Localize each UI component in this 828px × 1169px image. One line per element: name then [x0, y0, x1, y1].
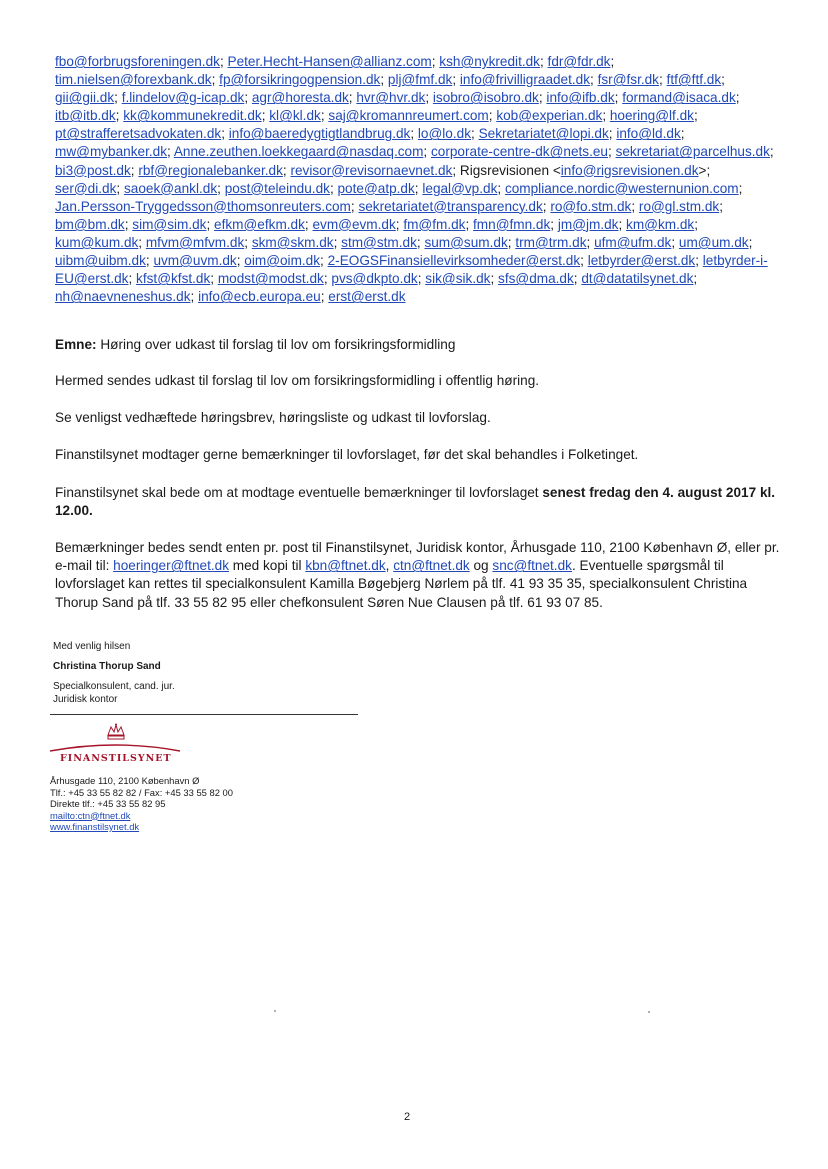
- recipient-email-link[interactable]: efkm@efkm.dk: [214, 216, 305, 232]
- submission-text: ,: [385, 558, 394, 574]
- recipient-separator: ;: [115, 108, 124, 124]
- recipient-separator: ;: [217, 180, 225, 196]
- recipient-separator: ;: [329, 180, 338, 196]
- recipient-separator: ;: [658, 72, 667, 88]
- recipient-separator: ;: [210, 271, 218, 287]
- recipient-email-link[interactable]: Jan.Persson-Tryggedsson@thomsonreuters.com: [55, 198, 351, 214]
- recipient-separator: ;: [550, 216, 558, 232]
- recipient-email-link[interactable]: saoek@ankl.dk: [123, 180, 218, 196]
- signature-divider: [50, 714, 358, 715]
- recipient-email-link[interactable]: kum@kum.dk: [55, 234, 139, 250]
- recipient-email-link[interactable]: formand@isaca.dk: [622, 90, 736, 106]
- recipient-email-link[interactable]: Anne.zeuthen.loekkegaard@nasdaq.com: [173, 144, 424, 160]
- recipient-separator: ;: [539, 54, 548, 69]
- recipient-separator: ;: [507, 234, 516, 250]
- recipient-separator: ;: [114, 90, 122, 106]
- signature-title: Specialkonsulent, cand. jur.: [53, 681, 175, 692]
- recipient-separator: ;: [416, 234, 425, 250]
- recipient-separator: ;: [380, 72, 388, 88]
- recipient-separator: ;: [573, 271, 582, 287]
- recipient-email-link[interactable]: uibm@uibm.dk: [55, 253, 146, 269]
- recipient-separator: ;: [167, 144, 174, 160]
- recipient-separator: ;: [221, 126, 229, 142]
- recipient-separator: ;: [414, 180, 423, 196]
- recipient-separator: ;: [488, 108, 497, 124]
- recipient-separator: ;: [333, 234, 342, 250]
- recipient-email-link[interactable]: ro@fo.stm.dk: [550, 198, 632, 214]
- recipient-email-link[interactable]: saj@kromannreumert.com: [328, 108, 489, 124]
- recipient-separator: ;: [693, 271, 698, 287]
- recipient-separator: ;: [323, 271, 332, 287]
- recipient-separator: ;: [608, 144, 616, 160]
- recipient-separator: ;: [138, 234, 146, 250]
- recipient-separator: ;: [590, 72, 598, 88]
- signature-greeting: Med venlig hilsen: [53, 641, 131, 652]
- recipient-email-link[interactable]: sim@sim.dk: [132, 216, 207, 232]
- subject-label: Emne:: [55, 337, 97, 352]
- recipient-email-link[interactable]: post@teleindu.dk: [224, 180, 330, 196]
- recipient-separator: ;: [236, 253, 245, 269]
- recipient-email-link[interactable]: fsr@fsr.dk: [597, 72, 659, 88]
- recipient-email-link[interactable]: nh@naevneneshus.dk: [55, 289, 191, 305]
- recipient-separator: ;: [586, 234, 595, 250]
- recipient-email-link[interactable]: stm@stm.dk: [341, 234, 417, 250]
- recipient-separator: ;: [410, 126, 418, 142]
- recipient-separator: ;: [320, 253, 328, 269]
- recipient-email-link[interactable]: erst@erst.dk: [328, 289, 406, 305]
- recipient-email-link[interactable]: sik@sik.dk: [425, 271, 491, 287]
- recipient-email-link[interactable]: info@ecb.europa.eu: [198, 289, 321, 305]
- submission-text: . Eventuelle spørgsmål til lovforslaget kan rettes til specialkonsulent Kamilla Bøgebjerg Nørlem på tlf. 41 93 35 35, specialkonsulent Christina Thorup Sand på tlf. 33 55 82 95 eller chefkonsulent Søren Nue Clausen på tlf. 61 93 07 85.: [55, 558, 748, 610]
- recipient-separator: ;: [693, 108, 698, 124]
- recipient-email-link[interactable]: Sekretariatet@lopi.dk: [478, 126, 609, 142]
- recipient-separator: ;: [244, 234, 252, 250]
- recipient-email-link[interactable]: itb@itb.dk: [55, 108, 116, 124]
- recipient-separator: ;: [190, 289, 199, 305]
- recipient-email-link[interactable]: pt@strafferetsadvokaten.dk: [55, 126, 222, 142]
- signature-name: Christina Thorup Sand: [53, 661, 161, 672]
- recipient-email-link[interactable]: compliance.nordic@westernunion.com: [504, 180, 739, 196]
- deadline-intro: Finanstilsynet skal bede om at modtage eventuelle bemærkninger til lovforslaget: [55, 484, 543, 500]
- body-paragraph: Se venligst vedhæftede høringsbrev, høringsliste og udkast til lovforslag.: [55, 410, 491, 426]
- recipient-email-link[interactable]: um@um.dk: [678, 234, 749, 250]
- submission-text: og: [469, 558, 493, 574]
- recipient-email-link[interactable]: 2-EOGSFinansiellevirksomheder@erst.dk: [327, 253, 581, 269]
- recipient-email-link[interactable]: ksh@nykredit.dk: [439, 54, 540, 69]
- recipient-email-link[interactable]: fp@forsikringogpension.dk: [219, 72, 381, 88]
- recipient-email-link[interactable]: f.lindelov@g-icap.dk: [121, 90, 245, 106]
- recipient-email-link[interactable]: tim.nielsen@forexbank.dk: [55, 72, 212, 88]
- recipient-email-link[interactable]: skm@skm.dk: [251, 234, 334, 250]
- recipient-separator: ;: [542, 198, 551, 214]
- recipient-email-link[interactable]: pvs@dkpto.dk: [331, 271, 418, 287]
- recipient-separator: ;: [452, 72, 460, 88]
- recipient-email-link[interactable]: fm@fm.dk: [403, 216, 466, 232]
- subject-text: Høring over udkast til forslag til lov om forsikringsformidling: [96, 337, 456, 352]
- recipient-email-link[interactable]: sum@sum.dk: [424, 234, 508, 250]
- recipient-separator: ;: [282, 162, 291, 178]
- recipient-email-link[interactable]: fbo@forbrugsforeningen.dk: [55, 54, 220, 69]
- crown-icon: [108, 724, 124, 740]
- recipient-separator: ; Rigsrevisionen <: [452, 162, 561, 178]
- recipient-email-link[interactable]: uvm@uvm.dk: [153, 253, 237, 269]
- recipient-email-link[interactable]: gii@gii.dk: [55, 90, 115, 106]
- recipient-separator: ;: [128, 271, 137, 287]
- recipient-email-link[interactable]: oim@oim.dk: [244, 253, 321, 269]
- recipient-separator: ;: [769, 144, 774, 160]
- recipient-email-link[interactable]: mfvm@mfvm.dk: [145, 234, 245, 250]
- contact-mailto-link[interactable]: mailto:ctn@ftnet.dk: [50, 809, 131, 821]
- contact-block: [50, 775, 370, 833]
- recipient-separator: ;: [497, 180, 505, 196]
- recipient-email-link[interactable]: info@ifb.dk: [546, 90, 615, 106]
- recipient-email-link[interactable]: pote@atp.dk: [337, 180, 415, 196]
- recipient-separator: ;: [719, 198, 723, 214]
- recipient-separator: ;: [721, 72, 725, 88]
- recipient-email-link[interactable]: bi3@post.dk: [55, 162, 131, 178]
- recipient-separator: ;: [465, 216, 474, 232]
- recipient-separator: ;: [116, 180, 124, 196]
- recipient-separator: ;: [211, 72, 220, 88]
- recipient-email-link[interactable]: Peter.Hecht-Hansen@allianz.com: [227, 54, 432, 69]
- recipient-separator: ;: [425, 90, 433, 106]
- recipient-email-link[interactable]: ser@di.dk: [55, 180, 117, 196]
- body-paragraph: Finanstilsynet modtager gerne bemærkninger til lovforslaget, før det skal behandles i Folketinget.: [55, 447, 639, 463]
- recipient-list: [55, 53, 775, 306]
- recipient-email-link[interactable]: evm@evm.dk: [312, 216, 396, 232]
- recipient-email-link[interactable]: revisor@revisornaevnet.dk: [290, 162, 453, 178]
- recipient-email-link[interactable]: dt@datatilsynet.dk: [581, 271, 694, 287]
- recipient-email-link[interactable]: fdr@fdr.dk: [547, 54, 611, 69]
- recipient-email-link[interactable]: hoering@lf.dk: [609, 108, 694, 124]
- recipient-separator: ;: [124, 216, 133, 232]
- recipient-separator: ;: [304, 216, 313, 232]
- signature-block: [53, 640, 373, 706]
- recipient-separator: ;: [671, 234, 679, 250]
- email-subject: [55, 336, 775, 354]
- recipient-separator: ;: [471, 126, 479, 142]
- recipient-separator: ;: [320, 108, 329, 124]
- recipient-email-link[interactable]: hvr@hvr.dk: [356, 90, 426, 106]
- recipient-email-link[interactable]: kob@experian.dk: [496, 108, 603, 124]
- recipient-separator: ;: [145, 253, 154, 269]
- recipient-email-link[interactable]: sekretariatet@transparency.dk: [358, 198, 543, 214]
- recipient-separator: ;: [206, 216, 215, 232]
- recipient-separator: ;: [602, 108, 610, 124]
- recipient-email-link[interactable]: sfs@dma.dk: [498, 271, 574, 287]
- recipient-email-link[interactable]: mw@mybanker.dk: [55, 144, 168, 160]
- page-number: 2: [404, 1111, 411, 1123]
- recipient-email-link[interactable]: kfst@kfst.dk: [136, 271, 211, 287]
- recipient-separator: ;: [695, 253, 703, 269]
- recipient-separator: ;: [735, 90, 740, 106]
- hoeringer-email-link[interactable]: hoeringer@ftnet.dk: [113, 558, 229, 574]
- recipient-email-link[interactable]: info@ld.dk: [616, 126, 681, 142]
- recipient-email-link[interactable]: letbyrder@erst.dk: [587, 253, 696, 269]
- recipient-separator: ;: [350, 198, 359, 214]
- recipient-email-link[interactable]: kk@kommunekredit.dk: [123, 108, 262, 124]
- recipient-separator: ;: [490, 271, 499, 287]
- recipient-email-link[interactable]: info@baeredygtigtlandbrug.dk: [228, 126, 411, 142]
- body-paragraph: Hermed sendes udkast til forslag til lov om forsikringsformidling i offentlig høring.: [55, 373, 540, 388]
- recipient-separator: ;: [538, 90, 547, 106]
- contact-phone-fax: Tlf.: +45 33 55 82 82 / Fax: +45 33 55 82 00: [50, 786, 233, 798]
- recipient-email-link[interactable]: km@km.dk: [626, 216, 695, 232]
- recipient-email-link[interactable]: rbf@regionalebanker.dk: [138, 162, 283, 178]
- recipient-email-link[interactable]: corporate-centre-dk@nets.eu: [430, 144, 608, 160]
- recipient-separator: ;: [614, 90, 623, 106]
- recipient-email-link[interactable]: fmn@fmn.dk: [473, 216, 551, 232]
- recipient-email-link[interactable]: letbyrder-i-EU@erst.dk: [55, 253, 768, 287]
- recipient-separator: ;: [610, 54, 615, 69]
- recipient-email-link[interactable]: modst@modst.dk: [217, 271, 324, 287]
- body-paragraph: [55, 484, 780, 520]
- recipient-separator: ;: [417, 271, 426, 287]
- recipient-email-link[interactable]: trm@trm.dk: [515, 234, 587, 250]
- recipient-email-link[interactable]: agr@horesta.dk: [251, 90, 349, 106]
- submission-text: Bemærkninger bedes sendt enten pr. post til Finanstilsynet, Juridisk kontor, Århusgade 110, 2100 København Ø, eller pr. e-mail til:: [55, 540, 780, 574]
- recipient-email-link[interactable]: ftf@ftf.dk: [666, 72, 722, 88]
- recipient-separator: ;: [618, 216, 627, 232]
- recipient-separator: ;: [261, 108, 270, 124]
- recipient-email-link[interactable]: info@frivilligraadet.dk: [459, 72, 591, 88]
- recipient-separator: >;: [698, 162, 711, 178]
- snc-email-link[interactable]: snc@ftnet.dk: [492, 558, 572, 574]
- contact-website-link[interactable]: www.finanstilsynet.dk: [50, 821, 140, 832]
- recipient-email-link[interactable]: lo@lo.dk: [417, 126, 472, 142]
- recipient-separator: ;: [320, 289, 329, 305]
- recipient-separator: ;: [738, 180, 743, 196]
- recipient-separator: ;: [748, 234, 753, 250]
- recipient-separator: ;: [348, 90, 357, 106]
- recipient-email-link[interactable]: sekretariat@parcelhus.dk: [615, 144, 770, 160]
- recipient-email-link[interactable]: legal@vp.dk: [422, 180, 498, 196]
- recipient-separator: ;: [694, 216, 699, 232]
- recipient-email-link[interactable]: ro@gl.stm.dk: [638, 198, 720, 214]
- contact-direct-phone: Direkte tlf.: +45 33 55 82 95: [50, 798, 166, 809]
- body-paragraph: [55, 539, 780, 612]
- recipient-email-link[interactable]: kl@kl.dk: [269, 108, 321, 124]
- email-body: [55, 372, 780, 631]
- recipient-separator: ;: [431, 54, 440, 69]
- signature-department: Juridisk kontor: [53, 694, 118, 705]
- recipient-separator: ;: [631, 198, 639, 214]
- recipient-separator: ;: [423, 144, 431, 160]
- recipient-email-link[interactable]: plj@fmf.dk: [387, 72, 453, 88]
- kbn-email-link[interactable]: kbn@ftnet.dk: [305, 558, 386, 574]
- submission-text: med kopi til: [229, 558, 306, 574]
- recipient-email-link[interactable]: jm@jm.dk: [557, 216, 619, 232]
- deadline-date: senest fredag den 4. august 2017 kl. 12.00.: [55, 484, 776, 518]
- recipient-separator: ;: [580, 253, 588, 269]
- recipient-separator: ;: [244, 90, 252, 106]
- scan-speck: [648, 1011, 650, 1013]
- recipient-email-link[interactable]: isobro@isobro.dk: [432, 90, 539, 106]
- ctn-email-link[interactable]: ctn@ftnet.dk: [393, 558, 470, 574]
- recipient-separator: ;: [219, 54, 228, 69]
- scan-speck: [274, 1010, 276, 1012]
- logo-text: FINANSTILSYNET: [60, 753, 172, 764]
- recipient-separator: ;: [680, 126, 685, 142]
- contact-address: Århusgade 110, 2100 København Ø: [50, 775, 200, 786]
- recipient-separator: ;: [608, 126, 617, 142]
- recipient-email-link[interactable]: bm@bm.dk: [55, 216, 125, 232]
- recipient-separator: ;: [130, 162, 139, 178]
- recipient-separator: ;: [395, 216, 404, 232]
- recipient-email-link[interactable]: info@rigsrevisionen.dk: [560, 162, 699, 178]
- recipient-email-link[interactable]: ufm@ufm.dk: [594, 234, 672, 250]
